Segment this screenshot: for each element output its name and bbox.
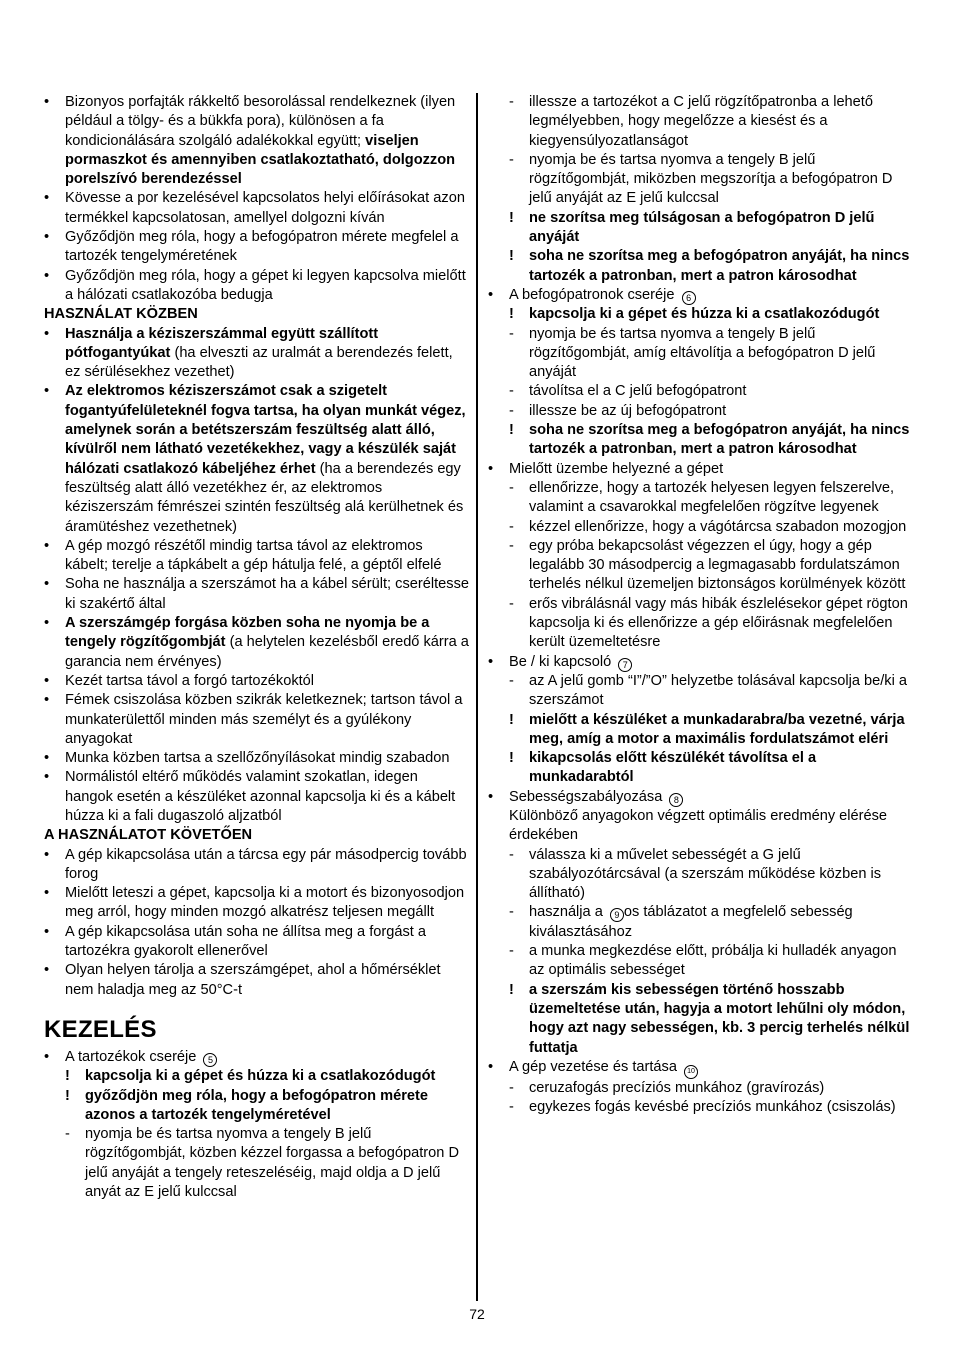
- warning-marker: !: [509, 248, 514, 265]
- bullet-marker: •: [488, 286, 494, 303]
- bullet-marker: •: [44, 383, 50, 400]
- bullet-item: [44, 325, 469, 383]
- text-run: A befogópatronok cseréje: [509, 286, 679, 303]
- text-run: Bizonyos porfajták rákkeltő besorolással rendelkeznek (ilyen például a tölgy- és a bükkfa pora), különösen a fa kondicionálására szolgáló adalékokkal együtt;: [65, 94, 456, 149]
- bullet-marker: •: [44, 923, 50, 940]
- figure-ref: 9: [610, 908, 624, 922]
- text-run: soha ne szorítsa meg a befogópatron anyáját, ha nincs tartozék a patronban, mert a patron károsodhat: [529, 422, 910, 458]
- text-run: Különböző anyagokon végzett optimális eredmény elérése érdekében: [509, 807, 888, 844]
- dash-marker: -: [509, 479, 514, 496]
- dash-marker: -: [509, 537, 514, 554]
- dash-marker: -: [509, 325, 514, 342]
- bullet-marker: •: [44, 962, 50, 979]
- text-run: használja a: [529, 904, 607, 921]
- dash-marker: -: [509, 1099, 514, 1116]
- text-run: ceruzafogás precíziós munkához (gravírozás): [529, 1079, 825, 1096]
- dash-marker: -: [509, 904, 514, 921]
- dash-item: [488, 903, 913, 942]
- text-run: viseljen pormaszkot és amennyiben csatlakoztatható, dolgozzon porelszívó berendezéssel: [65, 132, 456, 188]
- dash-marker: -: [509, 672, 514, 689]
- text-run: HASZNÁLAT KÖZBEN: [44, 306, 198, 323]
- text-run: ne szorítsa meg túlságosan a befogópatron D jelű anyáját: [529, 209, 875, 246]
- text-run: kikapcsolás előtt készülékét távolítsa el a munkadarabtól: [529, 750, 817, 786]
- bullet-item: [44, 691, 469, 749]
- text-run: ellenőrizze, hogy a tartozék helyesen legyen felszerelve, valamint a csavarokkal megfelelően rögzítve legyenek: [529, 479, 895, 516]
- text-run: A szerszámgép forgása közben soha ne nyomja be a tengely rögzítőgombját: [65, 615, 430, 651]
- text-run: Normálistól eltérő működés valamint szokatlan, idegen hangok esetén a készüléket azonnal kapcsolja ki és a kábelt húzza ki a fali dugaszoló aljzatból: [65, 769, 456, 824]
- text-run: (ha a berendezés egy feszültség alatt álló vezetékhez ér, az elektromos kéziszerszám fémrészei szintén feszültség alá kerülhetnek és áramütéshez vezethetnek): [65, 460, 464, 535]
- dash-marker: -: [509, 151, 514, 168]
- dash-marker: -: [509, 1079, 514, 1096]
- dash-marker: -: [509, 943, 514, 960]
- section-title: [44, 1016, 469, 1044]
- bullet-item: [44, 749, 469, 768]
- bullet-marker: •: [44, 325, 50, 342]
- bullet-marker: •: [488, 1058, 494, 1075]
- warning-marker: !: [65, 1068, 70, 1085]
- bullet-item: [488, 1058, 913, 1079]
- bullet-marker: •: [44, 94, 50, 110]
- bullet-item: [44, 672, 469, 691]
- dash-item: [488, 672, 913, 711]
- dash-item: [488, 537, 913, 595]
- dash-marker: -: [65, 1126, 70, 1143]
- text-run: Az elektromos kéziszerszámot csak a szigetelt fogantyúfelületeknél fogva tartsa, ha olyan munkát végez, amelynek során a betétszerszám feszültség alatt álló, kívülről nem látható vezetékekhez, vagy a készülék saját hálózati csatlakozó kábeljéhez érhet: [65, 383, 466, 477]
- warning-marker: !: [509, 422, 514, 439]
- text-run: nyomja be és tartsa nyomva a tengely B jelű rögzítőgombját, közben kézzel forgassa a befogópatron D jelű anyáját a tengely reteszeléséig, majd oldja a D jelű anyát az E jelű kulccsal: [85, 1126, 459, 1201]
- text-run: A HASZNÁLATOT KÖVETŐEN: [44, 827, 253, 844]
- text-run: távolítsa el a C jelű befogópatront: [529, 383, 747, 400]
- bullet-marker: •: [44, 846, 50, 863]
- warning-marker: !: [509, 306, 514, 323]
- section-heading: [44, 826, 469, 845]
- dash-item: [488, 402, 913, 421]
- text-run: Soha ne használja a szerszámot ha a kábel sérült; cseréltesse ki szakértő által: [65, 576, 469, 612]
- text-run: egykezes fogás kevésbé precíziós munkához (csiszolás): [529, 1099, 896, 1116]
- page-number: 72: [469, 1306, 485, 1322]
- text-run: soha ne szorítsa meg a befogópatron anyáját, ha nincs tartozék a patronban, mert a patron károsodhat: [529, 248, 910, 284]
- dash-marker: -: [509, 846, 514, 863]
- text-run: Sebességszabályozása: [509, 788, 667, 805]
- text-run: győződjön meg róla, hogy a befogópatron mérete azonos a tartozék tengelyméretével: [85, 1087, 428, 1123]
- warning-item: [488, 981, 913, 1058]
- text-run: Győződjön meg róla, hogy a gépet ki legyen kapcsolva mielőtt a hálózati csatlakozóba bedugja: [65, 267, 466, 303]
- dash-item: [44, 1125, 469, 1202]
- text-run: kapcsolja ki a gépet és húzza ki a csatlakozódugót: [85, 1068, 436, 1085]
- text-run: Használja a kéziszerszámmal együtt szállított pótfogantyúkat: [65, 325, 379, 361]
- bullet-marker: •: [44, 267, 50, 284]
- bullet-item: [44, 267, 469, 306]
- bullet-marker: •: [488, 653, 494, 670]
- text-run: Győződjön meg róla, hogy a befogópatron mérete megfelel a tartozék tengelyméretének: [65, 229, 459, 265]
- warning-marker: !: [509, 711, 514, 728]
- warning-item: [488, 209, 913, 248]
- text-run: (a helytelen kezelésből eredő kárra a garancia nem érvényes): [65, 634, 469, 670]
- warning-item: [488, 749, 913, 788]
- text-run: a munka megkezdése előtt, próbálja ki hulladék anyagon az optimális sebességet: [529, 943, 897, 979]
- column-divider: [476, 93, 478, 1301]
- figure-ref: 6: [682, 291, 696, 305]
- bullet-item: [44, 228, 469, 267]
- warning-item: [488, 711, 913, 750]
- bullet-marker: •: [44, 229, 50, 246]
- text-run: Olyan helyen tárolja a szerszámgépet, ahol a hőmérséklet nem haladja meg az 50°C-t: [65, 962, 441, 998]
- text-run: egy próba bekapcsolást végezzen el úgy, hogy a gép legalább 30 másodpercig a legmagasabb fordulatszámon terhelés nélkul üzemeljen biztonságos korülmények között: [529, 537, 906, 593]
- dash-item: [488, 846, 913, 904]
- bullet-item: [44, 575, 469, 614]
- dash-item: [488, 1079, 913, 1098]
- dash-item: [488, 595, 913, 653]
- text-run: mielőtt a készüléket a munkadarabra/ba vezetné, várja meg, amíg a motor a maximális fordulatszámot eléri: [529, 711, 905, 747]
- section-heading: [44, 305, 469, 324]
- bullet-marker: •: [44, 537, 50, 554]
- text-run: Munka közben tartsa a szellőzőnyílásokat mindig szabadon: [65, 750, 450, 767]
- warning-marker: !: [65, 1087, 70, 1104]
- dash-item: [488, 93, 913, 151]
- left-column: [44, 93, 469, 1202]
- text-run: az A jelű gomb “I”/”O” helyzetbe tolásával kapcsolja be/ki a szerszámot: [529, 672, 908, 709]
- warning-marker: !: [509, 750, 514, 767]
- bullet-item: [44, 768, 469, 826]
- bullet-marker: •: [44, 672, 50, 689]
- bullet-item: [44, 382, 469, 536]
- dash-item: [488, 942, 913, 981]
- text-run: Mielőtt leteszi a gépet, kapcsolja ki a motort és bizonyosodjon meg arról, hogy minden mozgó alkatrész teljesen megállt: [65, 885, 465, 921]
- bullet-item: [44, 923, 469, 962]
- text-run: válassza ki a művelet sebességét a G jelű szabályozótárcsával (a szerszám működése közben is állítható): [529, 846, 882, 902]
- bullet-item: [488, 788, 913, 846]
- bullet-marker: •: [44, 1048, 50, 1065]
- text-run: A gép vezetése és tartása: [509, 1058, 681, 1075]
- dash-marker: -: [509, 383, 514, 400]
- bullet-marker: •: [488, 460, 494, 477]
- text-run: os táblázatot a megfelelő sebesség kiválasztásához: [529, 904, 853, 940]
- dash-item: [488, 1098, 913, 1117]
- warning-item: [488, 305, 913, 324]
- text-run: Be / ki kapcsoló: [509, 653, 616, 670]
- bullet-marker: •: [488, 788, 494, 805]
- text-run: A tartozékok cseréje: [65, 1048, 201, 1065]
- dash-item: [488, 479, 913, 518]
- bullet-item: [44, 961, 469, 1000]
- text-run: illessze a tartozékot a C jelű rögzítőpatronba a lehető legmélyebben, hogy megelőzze a kiesést és a kiegyensúlyozatlanságot: [529, 94, 873, 149]
- bullet-item: [44, 614, 469, 672]
- right-column: [488, 93, 913, 1117]
- text-run: illessze be az új befogópatront: [529, 402, 727, 419]
- warning-marker: !: [509, 209, 514, 226]
- text-run: a szerszám kis sebességen történő hosszabb üzemeltetése után, hagyja a motort lehűlni oly módon, hogy azt nagy sebességen, kb. 3 percig terhelés nélkül futtatja: [529, 981, 910, 1056]
- text-run: Mielőtt üzembe helyezné a gépet: [509, 460, 724, 477]
- bullet-marker: •: [44, 576, 50, 593]
- text-run: kézzel ellenőrizze, hogy a vágótárcsa szabadon mozogjon: [529, 518, 907, 535]
- warning-item: [44, 1067, 469, 1086]
- bullet-marker: •: [44, 692, 50, 709]
- text-run: KEZELÉS: [44, 1015, 157, 1043]
- bullet-item: [44, 93, 469, 189]
- dash-item: [488, 382, 913, 401]
- bullet-marker: •: [44, 750, 50, 767]
- figure-ref: 8: [669, 793, 683, 807]
- bullet-item: [44, 189, 469, 228]
- warning-item: [44, 1087, 469, 1126]
- text-run: Kezét tartsa távol a forgó tartozékoktól: [65, 672, 315, 689]
- text-run: Kövesse a por kezelésével kapcsolatos helyi előírásokat azon termékkel kapcsolatosan, amellyel dolgozni kíván: [65, 190, 465, 226]
- dash-marker: -: [509, 94, 514, 110]
- bullet-marker: •: [44, 885, 50, 902]
- dash-item: [488, 325, 913, 383]
- text-run: kapcsolja ki a gépet és húzza ki a csatlakozódugót: [529, 306, 880, 323]
- bullet-marker: •: [44, 769, 50, 786]
- text-run: nyomja be és tartsa nyomva a tengely B jelű rögzítőgombját, miközben megszorítja a befogópatron D jelű anyáját az E jelű kulccsal: [529, 151, 893, 207]
- bullet-item: [44, 537, 469, 576]
- warning-item: [488, 421, 913, 460]
- text-run: erős vibrálásnál vagy más hibák észlelésekor gépet rögton kapcsolja ki és ellenőrizze a gép előirásnak megfelelően került üzemeltetésre: [529, 595, 908, 651]
- bullet-item: [488, 286, 913, 305]
- figure-ref: 5: [203, 1053, 217, 1067]
- text-run: Fémek csiszolása közben szikrák keletkeznek; tartson távol a munkaterülettől minden más személyt és a gyúlékony anyagokat: [65, 692, 463, 747]
- warning-marker: !: [509, 981, 514, 998]
- bullet-marker: •: [44, 190, 50, 207]
- bullet-item: [44, 1048, 469, 1067]
- dash-item: [488, 518, 913, 537]
- text-run: A gép kikapcsolása után soha ne állítsa meg a forgást a tartozékra gyakorolt ellenerővel: [65, 923, 427, 960]
- bullet-item: [488, 460, 913, 479]
- bullet-item: [44, 846, 469, 885]
- bullet-item: [488, 653, 913, 672]
- figure-ref: 7: [618, 658, 632, 672]
- text-run: A gép kikapcsolása után a tárcsa egy pár másodpercig tovább forog: [65, 846, 467, 882]
- dash-item: [488, 151, 913, 209]
- bullet-item: [44, 884, 469, 923]
- text-run: (ha elveszti az uralmát a berendezés felett, ez sérülésekhez vezethet): [65, 344, 453, 381]
- dash-marker: -: [509, 402, 514, 419]
- dash-marker: -: [509, 518, 514, 535]
- dash-marker: -: [509, 595, 514, 612]
- text-run: nyomja be és tartsa nyomva a tengely B jelű rögzítőgombját, amíg eltávolítja a befogópatron D jelű anyáját: [529, 325, 876, 381]
- text-run: A gép mozgó részétől mindig tartsa távol az elektromos kábelt; terelje a tápkábelt a gép hátulja felé, a géptől elfelé: [65, 537, 442, 574]
- bullet-marker: •: [44, 615, 50, 632]
- figure-ref: 10: [684, 1065, 698, 1079]
- warning-item: [488, 247, 913, 286]
